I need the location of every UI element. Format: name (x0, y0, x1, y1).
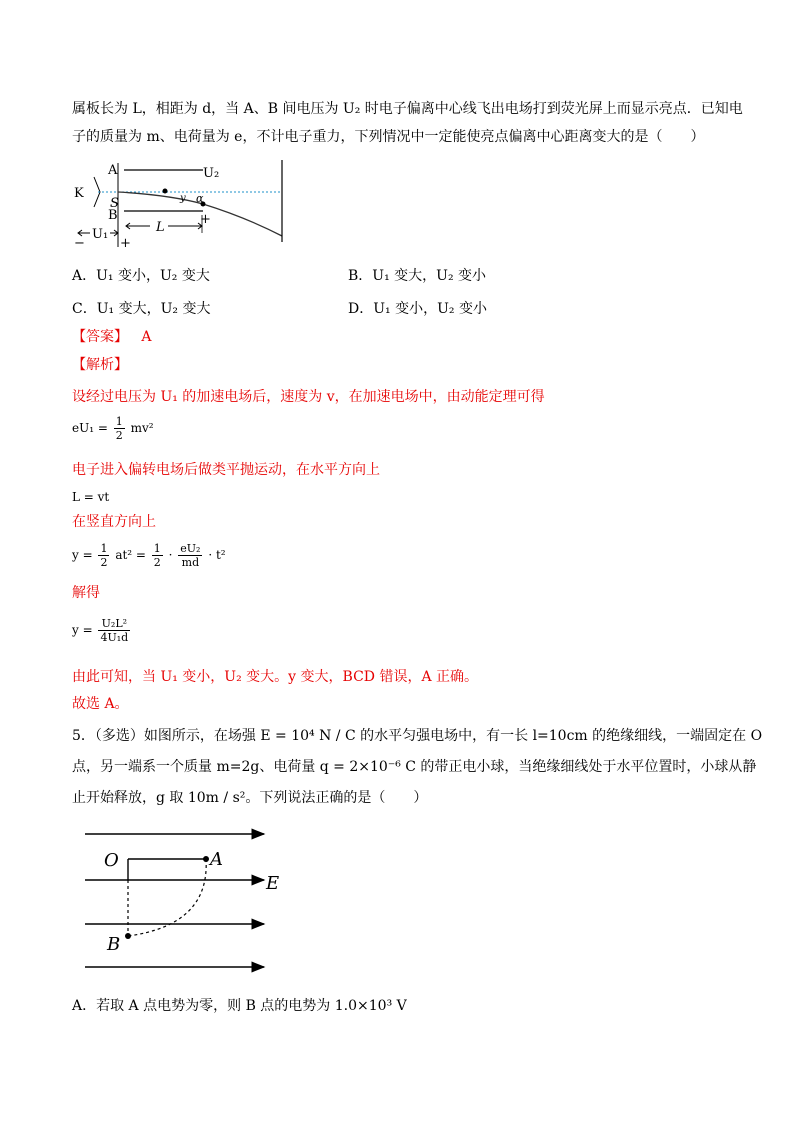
equation-result: y = $\frac{\text{U₂L²}}{\text{4U₁d}}$ (72, 617, 129, 644)
q4-option-d: D．U₁ 变小，U₂ 变小 (348, 301, 487, 317)
q4-label-L: L (156, 220, 165, 235)
q5-label-E: E (266, 873, 280, 894)
q4-option-a: A．U₁ 变小，U₂ 变大 (72, 268, 210, 284)
q4-label-plus-right: + (200, 212, 211, 227)
q4-label-alpha: α (196, 192, 204, 205)
q4-label-S: S (110, 196, 119, 211)
q4-label-U2: U₂ (203, 166, 220, 181)
q5-stem-line2: 点，另一端系一个质量 m=2g、电荷量 q = 2×10⁻⁶ C 的带正电小球，当绝缘细线处于水平位置时，小球从静 (72, 759, 757, 775)
q4-label-A: A (108, 163, 118, 178)
analysis-conclusion: 由此可知，当 U₁ 变小，U₂ 变大。y 变大，BCD 错误，A 正确。 (72, 669, 479, 685)
q4-label-B: B (108, 208, 118, 223)
q4-stem-line2: 子的质量为 m、电荷量为 e，不计电子重力，下列情况中一定能使亮点偏离中心距离变大的是（ ） (72, 129, 705, 145)
q5-label-O: O (104, 850, 119, 871)
q5-pendulum-field-diagram (80, 825, 295, 977)
q4-label-plus-left: + (120, 236, 131, 250)
q4-cathode-ray-diagram (70, 155, 295, 250)
q4-label-y: y (180, 193, 186, 204)
q5-stem-line1: 5．（多选）如图所示，在场强 E = 10⁴ N / C 的水平匀强电场中，有一长 l=10cm 的绝缘细线，一端固定在 O (72, 728, 763, 744)
q5-label-B: B (107, 934, 121, 955)
equation-horizontal: L = vt (72, 490, 110, 504)
q4-label-K: K (74, 186, 84, 201)
equation-energy: eU₁ = $\frac{1}{2}$ mv² (72, 415, 154, 442)
q4-answer: 【答案】 A (72, 329, 152, 345)
q4-option-b: B．U₁ 变大，U₂ 变小 (348, 268, 487, 284)
q5-stem-line3: 止开始释放，g 取 10m / s²。下列说法正确的是（ ） (72, 790, 428, 806)
q4-label-minus: − (74, 236, 85, 250)
analysis-step-2: 电子进入偏转电场后做类平抛运动，在水平方向上 (72, 462, 380, 478)
q4-analysis-label: 【解析】 (72, 357, 128, 373)
equation-vertical: y = $\frac{1}{2}$ at² = $\frac{1}{2}$ · $\frac{\text{eU₂}}{md}$ · t² (72, 542, 226, 569)
analysis-step-3: 在竖直方向上 (72, 514, 156, 530)
q4-option-c: C．U₁ 变大，U₂ 变大 (72, 301, 211, 317)
analysis-step-1: 设经过电压为 U₁ 的加速电场后，速度为 v，在加速电场中，由动能定理可得 (72, 389, 545, 405)
analysis-choice: 故选 A。 (72, 696, 129, 712)
q5-label-A: A (210, 849, 223, 870)
q4-stem-line1: 属板长为 L，相距为 d，当 A、B 间电压为 U₂ 时电子偏离中心线飞出电场打到荧光屏上而显示亮点．已知电 (72, 101, 743, 117)
q5-option-a: A．若取 A 点电势为零，则 B 点的电势为 1.0×10³ V (72, 998, 407, 1014)
q4-label-U1: U₁ (92, 227, 109, 242)
analysis-step-4: 解得 (72, 585, 100, 601)
